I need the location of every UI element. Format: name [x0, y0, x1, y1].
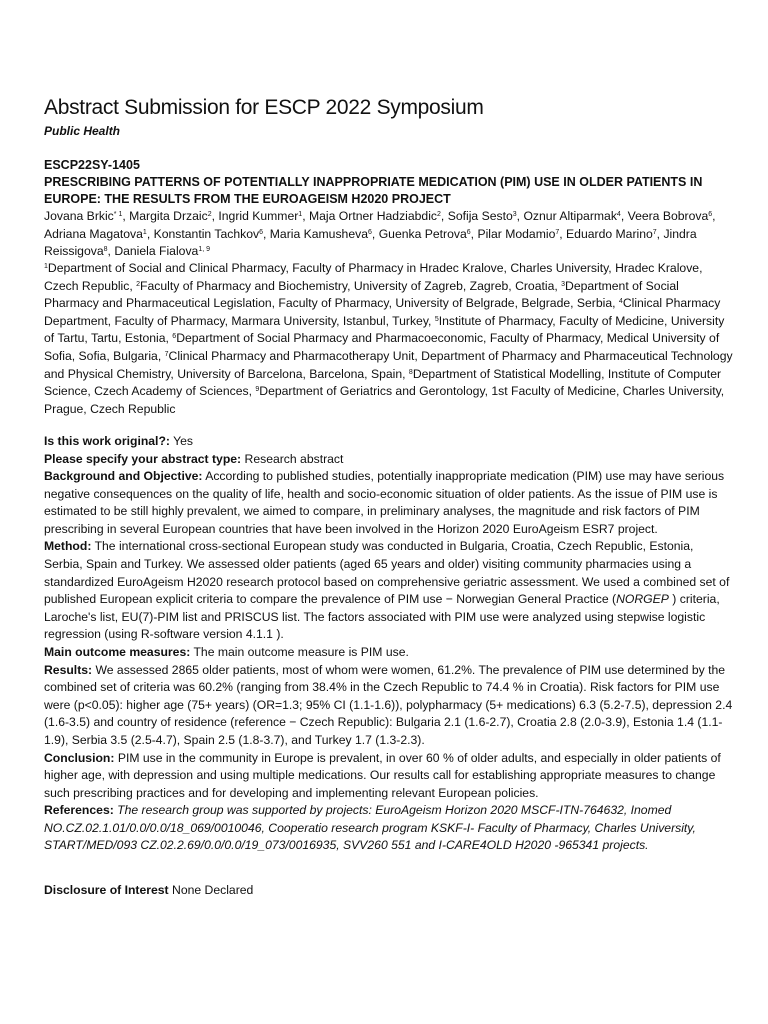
abstract-title: PRESCRIBING PATTERNS OF POTENTIALLY INAPPROPRIATE MEDICATION (PIM) USE IN OLDER PATIENTS IN EUROPE: THE RESULTS FROM THE EUROAGEISM H2020 PROJECT [44, 175, 703, 206]
author-affiliation-marker: 6 [368, 228, 372, 236]
abstract-type-row [44, 451, 734, 469]
affiliation-text: Clinical Pharmacy Department, Faculty of Pharmacy, Marmara University, Istanbul, Turkey [44, 296, 721, 328]
author-name: Adriana Magatova [44, 226, 143, 241]
original-label: Is this work original?: [44, 434, 170, 448]
affiliation-number: 1 [44, 263, 48, 270]
author-affiliation-marker: 1 [298, 211, 303, 218]
outcome-label: Main outcome measures: [44, 644, 191, 659]
author-affiliation-marker: 6 [466, 228, 471, 236]
affiliation-number: 9 [255, 386, 260, 394]
author-affiliation-marker: * 1 [113, 211, 123, 218]
author-affiliation-marker: 1, 9 [198, 246, 211, 254]
affiliation-text: Department of Social Pharmacy and Pharmacoeconomic, Faculty of Pharmacy, Medical University of Sofia, Sofia, Bulgaria [44, 331, 720, 363]
method-text: The international cross-sectional European study was conducted in Bulgaria, Croatia, Czech Republic, Estonia, Serbia, Spain and Turkey. We assessed older patients (aged 65 years and older) visiting community pharmacies using a standardized EuroAgeism H2020 research protocol based on comprehensive geriatric assessment. We used a combined set of published European explicit criteria to compare the prevalence of PIM use − Norwegian General Practice ( [44, 539, 730, 607]
affiliation-number: 5 [434, 315, 439, 323]
conclusion-label: Conclusion: [44, 750, 115, 765]
author-name: Jovana Brkic [44, 209, 114, 223]
author-affiliation-marker: 7 [555, 228, 560, 236]
background-text: According to published studies, potentially inappropriate medication (PIM) use may have serious negative consequences on the quality of life, health and socio-economic situation of older patients. As the issue of PIM use is estimated to be still highly prevalent, we aimed to compare, in preliminary analyses, the magnitude and risk factors of PIM prescribing in several European countries that have been involved in the Horizon 2020 EuroAgeism ESR7 project. [44, 469, 725, 536]
author-name: Eduardo Marino [566, 226, 653, 241]
author-name: Guenka Petrova [378, 226, 467, 241]
affiliation-number: 7 [164, 350, 169, 358]
disclosure-label: Disclosure of Interest [44, 883, 169, 897]
affiliation-number: 6 [172, 333, 177, 341]
author-name: Veera Bobrova [627, 209, 709, 223]
affiliation-text: Institute of Pharmacy, Faculty of Medicine, University of Tartu, Tartu, Estonia [44, 313, 725, 346]
disclosure-value: None Declared [172, 883, 254, 897]
authors: Jovana Brkic$^{* 1}$, Margita Drzaic$^2$, Ingrid Kummer$^1$, Maja Ortner Hadziabdic$^2$, Sofija Sesto$^3$, Oznur Altiparmak$^4$, Veera Bobrova$^6$, Adriana Magatova$^1$, Konstantin Tachkov$^6$, Maria Kamusheva$^6$, Guenka Petrova$^6$, Pilar Modamio$^7$, Eduardo Marino$^7$, Jindra Reissigova$^8$, Daniela Fialova$^{1, 9}$ [44, 209, 716, 259]
abstract-id: ESCP22SY-1405 [44, 158, 140, 172]
author-affiliation-marker: 1 [142, 228, 147, 236]
author-affiliation-marker: 8 [103, 246, 108, 254]
disclosure-row [44, 882, 734, 900]
conclusion-section [44, 750, 734, 803]
author-name: Jindra Reissigova [44, 226, 697, 259]
author-affiliation-marker: 6 [708, 211, 713, 218]
author-name: Sofija Sesto [447, 209, 513, 223]
abstract-type-label: Please specify your abstract type: [44, 452, 242, 466]
affiliation-number: 4 [618, 298, 623, 306]
body-sections [44, 468, 734, 855]
author-name: Oznur Altiparmak [523, 209, 617, 223]
abstract-type-value: Research abstract [244, 452, 344, 466]
method-norgep: NORGEP [616, 592, 669, 607]
author-name: Daniela Fialova [114, 244, 199, 259]
references-section [44, 802, 734, 855]
affiliation-number: 3 [561, 280, 566, 288]
affiliation-number: 8 [408, 368, 413, 376]
author-name: Ingrid Kummer [218, 209, 299, 223]
page-title: Abstract Submission for ESCP 2022 Symposium [44, 96, 484, 119]
background-section [44, 468, 734, 538]
author-name: Maja Ortner Hadziabdic [308, 209, 438, 223]
author-affiliation-marker: 2 [207, 211, 212, 218]
references-text: The research group was supported by projects: EuroAgeism Horizon 2020 MSCF-ITN-764632, Inomed NO.CZ.02.1.01/0.0/0.0/18_069/0010046, Cooperatio research program KSKF-I- Faculty of Pharmacy, Charles University, START/MED/093 CZ.02.2.69/0.0/0.0/19_073/0016935, SVV260 551 and I-CARE4OLD H2020 -965341 projects. [44, 803, 696, 853]
affiliation-text: Faculty of Pharmacy and Biochemistry, University of Zagreb, Zagreb, Croatia [140, 278, 555, 293]
author-name: Konstantin Tachkov [153, 226, 260, 241]
affiliation-text: Department of Social Pharmacy and Pharmaceutical Legislation, Faculty of Pharmacy, University of Belgrade, Belgrade, Serbia [44, 278, 679, 311]
results-label: Results: [44, 662, 93, 677]
category-label: Public Health [44, 124, 121, 138]
results-text: We assessed 2865 older patients, most of whom were women, 61.2%. The prevalence of PIM use determined by the combined set of criteria was 60.2% (ranging from 38.4% in the Czech Republic to 74.4 % in Croatia). Risk factors for PIM use were (p<0.05): higher age (75+ years) (OR=1.3; 95% CI (1.1-1.6)), polypharmacy (5+ medications) 6.3 (5.2-7.5), depression 2.4 (1.6-3.5) and country of residence (reference − Czech Republic): Bulgaria 2.1 (1.6-2.7), Croatia 2.8 (2.0-3.9), Estonia 1.4 (1.1-1.9), Serbia 3.5 (2.5-4.7), Spain 2.5 (1.8-3.7), and Turkey 1.7 (1.3-2.3). [44, 662, 733, 747]
author-affiliation-marker: 7 [652, 228, 657, 236]
author-affiliation-marker: 3 [512, 211, 517, 218]
affiliation-list [44, 260, 734, 418]
background-label: Background and Objective: [44, 469, 203, 483]
affiliation-number: 2 [136, 280, 141, 288]
author-name: Margita Drzaic [129, 209, 208, 223]
author-name: Pilar Modamio [477, 226, 556, 241]
outcome-text: The main outcome measure is PIM use. [193, 644, 409, 659]
outcome-section [44, 644, 734, 662]
conclusion-text: PIM use in the community in Europe is prevalent, in over 60 % of older adults, and especially in older patients of higher age, with depression and using multiple medications. Our results call for establishing appropriate measures to change such prescribing practices and for developing and implementing relevant European policies. [44, 750, 721, 800]
affiliation-text: Department of Geriatrics and Gerontology, 1st Faculty of Medicine, Charles University, Prague, Czech Republic [44, 384, 725, 416]
affiliation-text: Department of Social and Clinical Pharmacy, Faculty of Pharmacy in Hradec Kralove, Charles University, Hradec Kralove, Czech Republic [44, 261, 703, 293]
affiliations: $^1$Department of Social and Clinical Pharmacy, Faculty of Pharmacy in Hradec Kralove, Charles University, Hradec Kralove, Czech Republic, $^2$Faculty of Pharmacy and Biochemistry, University of Zagreb, Zagreb, Croatia, $^3$Department of Social Pharmacy and Pharmaceutical Legislation, Faculty of Pharmacy, University of Belgrade, Belgrade, Serbia, $^4$Clinical Pharmacy Department, Faculty of Pharmacy, Marmara University, Istanbul, Turkey, $^5$Institute of Pharmacy, Faculty of Medicine, University of Tartu, Tartu, Estonia, $^6$Department of Social Pharmacy and Pharmacoeconomic, Faculty of Pharmacy, Medical University of Sofia, Sofia, Bulgaria, $^7$Clinical Pharmacy and Pharmacotherapy Unit, Department of Pharmacy and Pharmaceutical Technology and Physical Chemistry, University of Barcelona, Barcelona, Spain, $^8$Department of Statistical Modelling, Institute of Computer Science, Czech Academy of Sciences, $^9$Department of Geriatrics and Gerontology, 1st Faculty of Medicine, Charles University, Prague, Czech Republic [44, 261, 733, 416]
method-text-continued: ) criteria, Laroche's list, EU(7)-PIM list and PRISCUS list. The factors associated with PIM use were analyzed using stepwise logistic regression (using R-software version 4.1.1 ). [44, 592, 720, 642]
references-label: References: [44, 803, 114, 818]
original-row [44, 433, 734, 451]
affiliation-text: Department of Statistical Modelling, Institute of Computer Science, Czech Academy of Sciences [44, 366, 722, 399]
author-list [44, 208, 734, 261]
method-section [44, 538, 734, 644]
author-affiliation-marker: 4 [616, 211, 621, 218]
author-name: Maria Kamusheva [269, 226, 368, 241]
results-section [44, 662, 734, 750]
original-value: Yes [173, 434, 194, 448]
method-label: Method: [44, 539, 92, 554]
affiliation-text: Clinical Pharmacy and Pharmacotherapy Unit, Department of Pharmacy and Pharmaceutical Technology and Physical Chemistry, University of Barcelona, Barcelona, Spain [44, 348, 733, 381]
author-affiliation-marker: 2 [437, 211, 441, 218]
author-affiliation-marker: 6 [259, 228, 263, 236]
